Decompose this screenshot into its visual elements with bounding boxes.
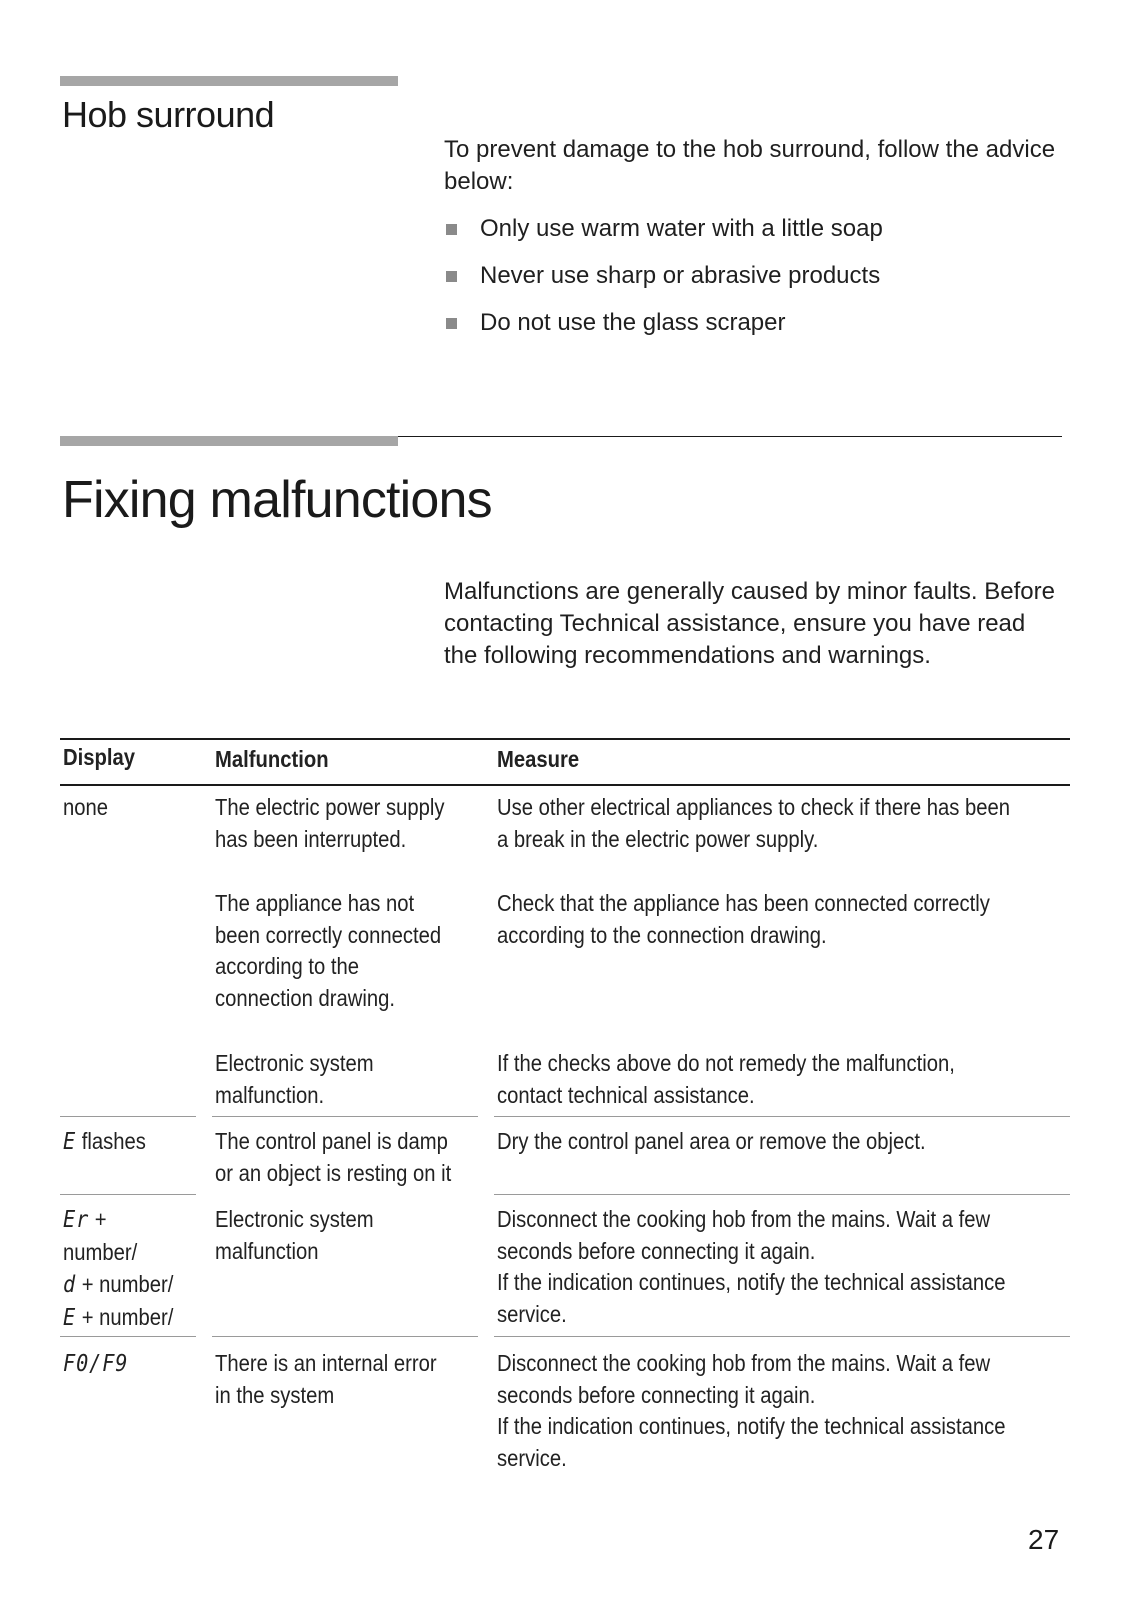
list-item: Only use warm water with a little soap <box>444 214 883 244</box>
measure-cell: Disconnect the cooking hob from the mains. Wait a few seconds before connecting it again. If the indication continues, notify the technical assistance service. <box>497 1206 1006 1327</box>
malfunction-cell: The control panel is damp or an object is resting on it <box>215 1128 452 1186</box>
measure-cell: If the checks above do not remedy the malfunction, contact technical assistance. <box>497 1050 955 1108</box>
table-header-rule <box>60 784 1070 786</box>
section-bar-fixing <box>60 436 398 446</box>
bullet-square-icon <box>446 318 457 329</box>
malfunction-cell: The appliance has not been correctly connected according to the connection drawing. <box>215 890 442 1011</box>
measure-cell: Dry the control panel area or remove the object. <box>497 1128 926 1154</box>
row-divider <box>60 1336 196 1337</box>
row-divider <box>60 1194 196 1195</box>
header-measure: Measure <box>497 746 580 772</box>
display-code: Er <box>63 1207 90 1233</box>
row-divider <box>494 1116 1070 1117</box>
measure-cell: Disconnect the cooking hob from the mains. Wait a few seconds before connecting it again. If the indication continues, notify the technical assistance service. <box>497 1350 1006 1471</box>
fixing-intro: Malfunctions are generally caused by minor faults. Before contacting Technical assistance, ensure you have read the following recommendations and warnings. <box>444 578 1055 669</box>
malfunction-cell: The electric power supply has been interrupted. <box>215 794 445 852</box>
display-code: E <box>63 1129 77 1155</box>
row-divider <box>60 1116 196 1117</box>
row-divider <box>212 1116 478 1117</box>
table-top-rule <box>60 738 1070 740</box>
malfunction-cell: Electronic system malfunction <box>215 1206 374 1264</box>
display-cell: none <box>63 794 109 820</box>
header-display: Display <box>63 744 136 770</box>
malfunction-cell: There is an internal error in the system <box>215 1350 437 1408</box>
display-code: E <box>63 1304 77 1331</box>
row-divider <box>212 1336 478 1337</box>
section-title-hob-surround: Hob surround <box>62 94 275 135</box>
row-divider <box>494 1194 1070 1195</box>
malfunction-cell: Electronic system malfunction. <box>215 1050 374 1108</box>
measure-cell: Use other electrical appliances to check if there has been a break in the electric power supply. <box>497 794 1011 852</box>
section-divider <box>398 436 1062 437</box>
list-item: Do not use the glass scraper <box>444 308 883 338</box>
header-malfunction: Malfunction <box>215 746 329 772</box>
page-title-fixing-malfunctions: Fixing malfunctions <box>62 471 492 529</box>
display-cell: E flashes <box>63 1128 146 1155</box>
page-number: 27 <box>1028 1524 1060 1555</box>
list-item: Never use sharp or abrasive products <box>444 261 883 291</box>
display-code: d <box>63 1272 77 1298</box>
hob-surround-list <box>444 214 883 355</box>
display-cell <box>63 1348 128 1381</box>
bullet-square-icon <box>446 224 457 235</box>
measure-cell: Check that the appliance has been connected correctly according to the connection drawing. <box>497 890 990 948</box>
bullet-square-icon <box>446 271 457 282</box>
hob-surround-intro: To prevent damage to the hob surround, follow the advice below: <box>444 136 1056 195</box>
display-code: F0/F9 <box>63 1351 129 1377</box>
display-cell: Er + number/ d + number/ E + number/ <box>63 1206 174 1331</box>
section-bar-hob <box>60 76 398 86</box>
row-divider <box>494 1336 1070 1337</box>
